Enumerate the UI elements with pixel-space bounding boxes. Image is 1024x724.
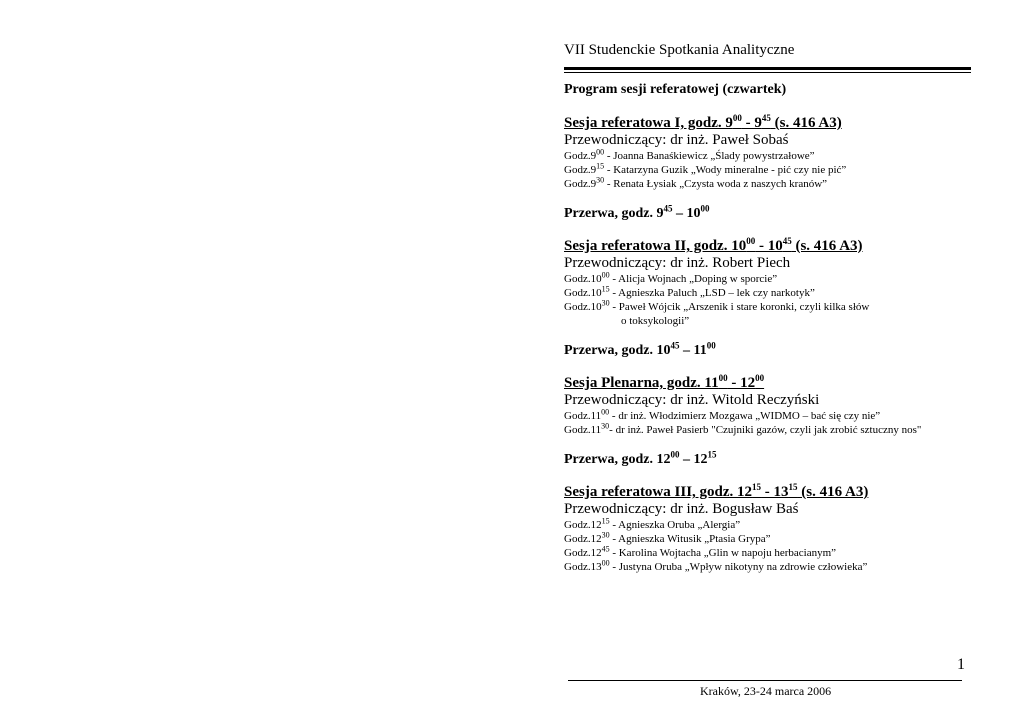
header-rule-thick — [564, 67, 971, 70]
talk-item: $Godz.9^{15}$ - Katarzyna Guzik „Wody mineralne - pić czy nie pić” — [564, 161, 847, 176]
talk-item: $Godz.9^{00}$ - Joanna Banaśkiewicz „Ślady powystrzałowe” — [564, 147, 815, 162]
talk-item: $Godz.13^{00}$ - Justyna Oruba „Wpływ nikotyny na zdrowie człowieka” — [564, 558, 868, 573]
session-3 — [564, 483, 984, 574]
session-title: Sesja referatowa I, godz. $9^{00} - 9^{45}$ (s. 416 A3) — [564, 113, 842, 131]
talk-item: $Godz.10^{30}$ - Paweł Wójcik „Arszenik i stare koronki, czyli kilka słów o toksykologii” — [564, 300, 984, 328]
session-chair: Przewodniczący: dr inż. Bogusław Baś — [564, 501, 799, 517]
header-title: VII Studenckie Spotkania Analityczne — [564, 42, 795, 58]
session-title: Sesja referatowa II, godz. $10^{00} - 10^{45}$ (s. 416 A3) — [564, 236, 863, 254]
session-chair: Przewodniczący: dr inż. Robert Piech — [564, 255, 791, 271]
talk-item: $Godz.12^{30}$ - Agnieszka Witusik „Ptasia Grypa” — [564, 530, 771, 545]
program-title: Program sesji referatowej (czwartek) — [564, 82, 787, 97]
talk-item: $Godz.10^{00}$ - Alicja Wojnach „Doping w sporcie” — [564, 270, 778, 285]
talk-item: $Godz.12^{45}$ - Karolina Wojtacha „Glin w napoju herbacianym” — [564, 544, 837, 559]
footer-text: Kraków, 23-24 marca 2006 — [700, 684, 832, 698]
talk-item: $Godz.11^{00}$ - dr inż. Włodzimierz Mozgawa „WIDMO – bać się czy nie” — [564, 407, 881, 422]
session-chair: Przewodniczący: dr inż. Witold Reczyński — [564, 392, 820, 408]
header-rule-thin — [564, 72, 971, 73]
talk-item: $Godz.9^{30}$ - Renata Łysiak „Czysta woda z naszych kranów” — [564, 175, 828, 190]
session-chair: Przewodniczący: dr inż. Paweł Sobaś — [564, 132, 789, 148]
talk-item: $Godz.10^{15}$ - Agnieszka Paluch „LSD – lek czy narkotyk” — [564, 284, 815, 299]
break-2: Przerwa, godz. $10^{45} - 11^{00}$ — [564, 340, 716, 358]
session-1 — [564, 114, 984, 191]
talk-continuation: o toksykologii” — [621, 315, 690, 327]
talk-item: $Godz.11^{30}-$ dr inż. Paweł Pasierb "Czujniki gazów, czyli jak zrobić sztuczny nos" — [564, 421, 922, 436]
session-plenary — [564, 374, 984, 437]
session-title: Sesja referatowa III, godz. $12^{15} - 13^{15}$ (s. 416 A3) — [564, 482, 869, 500]
program-content — [564, 114, 984, 588]
break-3: Przerwa, godz. $12^{00} - 12^{15}$ — [564, 449, 717, 467]
talk-item: $Godz.12^{15}$ - Agnieszka Oruba „Alergia” — [564, 516, 741, 531]
session-title: Sesja Plenarna, godz. $11^{00} - 12^{00}$ — [564, 373, 765, 391]
session-2 — [564, 237, 984, 328]
break-1: Przerwa, godz. $9^{45} - 10^{00}$ — [564, 203, 710, 221]
footer-rule — [568, 680, 962, 681]
page-number: 1 — [957, 656, 965, 673]
